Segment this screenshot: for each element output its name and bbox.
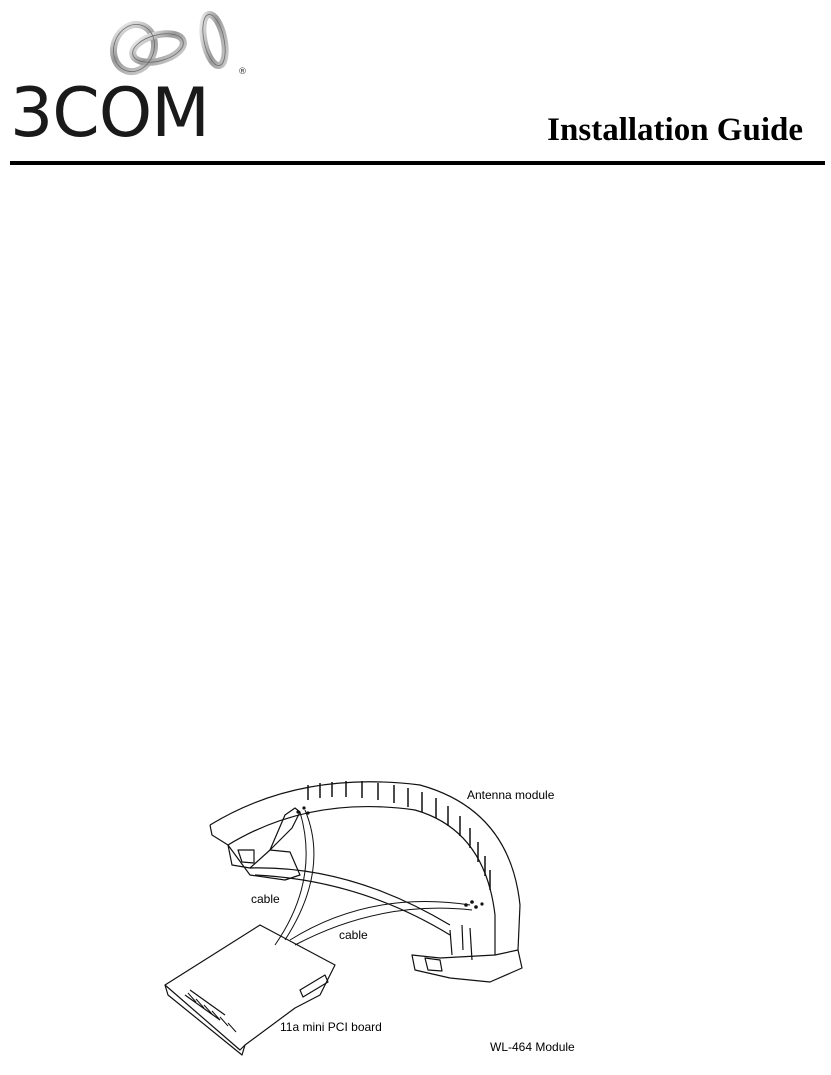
page-title: Installation Guide <box>547 112 803 148</box>
logo-rings-icon <box>106 8 251 84</box>
right-bracket <box>412 950 522 982</box>
cable-label-2: cable <box>339 928 368 942</box>
antenna-module-label: Antenna module <box>467 788 555 802</box>
cable-label-1: cable <box>251 892 280 906</box>
module-diagram <box>150 750 600 1065</box>
connector-dots <box>296 806 483 908</box>
header-divider <box>10 161 825 165</box>
company-logo <box>10 8 250 153</box>
module-name-label: WL-464 Module <box>490 1040 575 1054</box>
antenna-ribs <box>308 781 490 890</box>
svg-text:®: ® <box>238 67 247 77</box>
pci-board-label: 11a mini PCI board <box>280 1020 382 1034</box>
logo-wordmark: 3COM <box>10 74 209 153</box>
